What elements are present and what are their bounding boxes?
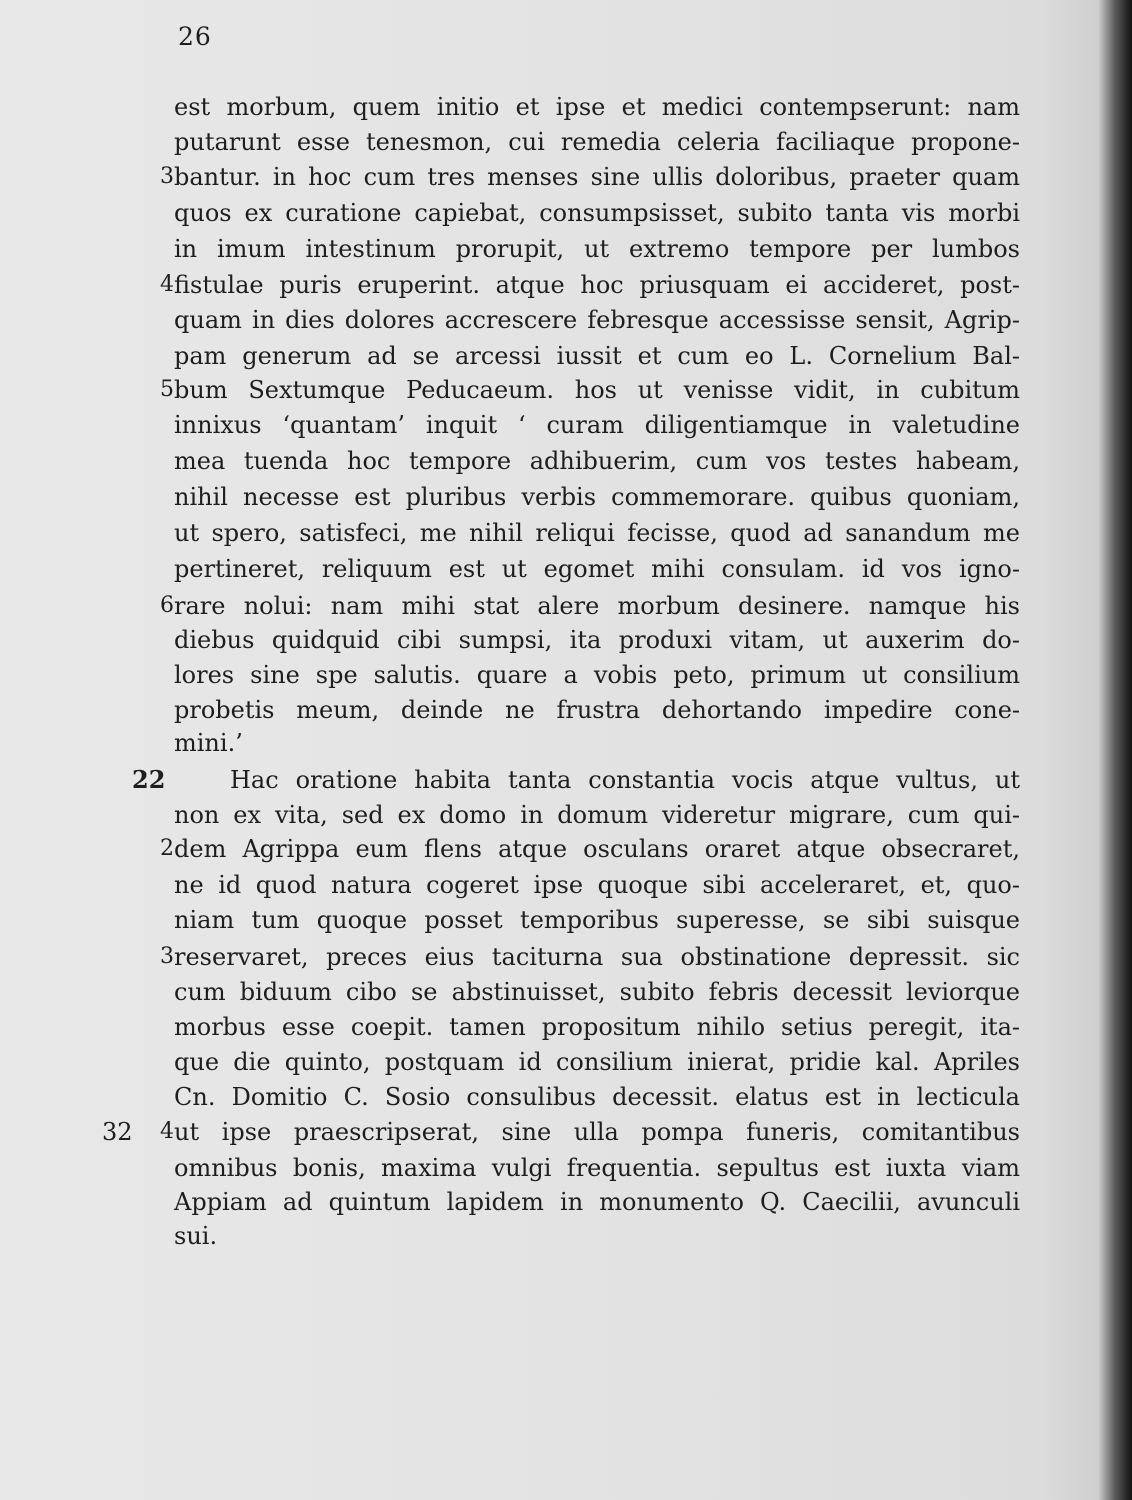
text-line: Cn. Domitio C. Sosio consulibus decessit. elatus est in lecticula [174,1083,1020,1111]
text-line: ut spero, satisfeci, me nihil reliqui fecisse, quod ad sanandum me [174,519,1020,547]
section-number: 4 [160,1119,174,1144]
section-number: 4 [160,272,174,297]
text-line: niam tum quoque posset temporibus superesse, se sibi suisque [174,906,1020,934]
section-number: 5 [160,377,174,402]
text-line: quos ex curatione capiebat, consumpsisset, subito tanta vis morbi [174,199,1020,227]
text-line: non ex vita, sed ex domo in domum videretur migrare, cum qui- [174,801,1020,829]
text-line: bantur. in hoc cum tres menses sine ullis doloribus, praeter quam [174,163,1020,191]
text-line: sui. [174,1222,218,1250]
text-line: nihil necesse est pluribus verbis commemorare. quibus quoniam, [174,483,1020,511]
text-line: omnibus bonis, maxima vulgi frequentia. sepultus est iuxta viam [174,1154,1020,1182]
section-number: 3 [160,944,174,969]
text-line: pam generum ad se arcessi iussit et cum eo L. Cornelium Bal- [174,342,1020,370]
text-line: mini.’ [174,729,243,757]
text-line: ut ipse praescripserat, sine ulla pompa funeris, comitantibus [174,1118,1020,1146]
margin-reference: 32 [102,1118,133,1146]
text-line: Appiam ad quintum lapidem in monumento Q. Caecilii, avunculi [174,1188,1020,1216]
text-line: morbus esse coepit. tamen propositum nihilo setius peregit, ita- [174,1013,1020,1041]
text-line: probetis meum, deinde ne frustra dehortando impedire cone- [174,696,1020,724]
text-line: cum biduum cibo se abstinuisset, subito febris decessit leviorque [174,978,1020,1006]
text-line: dem Agrippa eum flens atque osculans oraret atque obsecraret, [174,835,1020,863]
text-line: reservaret, preces eius taciturna sua obstinatione depressit. sic [174,943,1020,971]
text-line: que die quinto, postquam id consilium inierat, pridie kal. Apriles [174,1048,1020,1076]
text-line: pertineret, reliquum est ut egomet mihi consulam. id vos igno- [174,555,1020,583]
section-number: 6 [160,593,174,618]
text-line: Hac oratione habita tanta constantia vocis atque vultus, ut [230,766,1020,794]
text-line: innixus ‘quantam’ inquit ‘ curam diligentiamque in valetudine [174,411,1020,439]
section-number: 3 [160,164,174,189]
text-line: mea tuenda hoc tempore adhibuerim, cum vos testes habeam, [174,447,1020,475]
text-line: est morbum, quem initio et ipse et medici contempserunt: nam [174,93,1020,121]
page-number: 26 [178,22,212,51]
text-line: bum Sextumque Peducaeum. hos ut venisse vidit, in cubitum [174,376,1020,404]
text-line: quam in dies dolores accrescere febresque accessisse sensit, Agrip- [174,306,1020,334]
section-number: 2 [160,836,174,861]
text-line: ne id quod natura cogeret ipse quoque sibi acceleraret, et, quo- [174,871,1020,899]
text-line: diebus quidquid cibi sumpsi, ita produxi vitam, ut auxerim do- [174,626,1020,654]
text-line: rare nolui: nam mihi stat alere morbum desinere. namque his [174,592,1020,620]
chapter-number: 22 [132,765,166,794]
text-line: in imum intestinum prorupit, ut extremo tempore per lumbos [174,235,1020,263]
text-line: lores sine spe salutis. quare a vobis peto, primum ut consilium [174,661,1020,689]
text-line: fistulae puris eruperint. atque hoc priusquam ei accideret, post- [174,271,1020,299]
text-line: putarunt esse tenesmon, cui remedia celeria faciliaque propone- [174,128,1020,156]
